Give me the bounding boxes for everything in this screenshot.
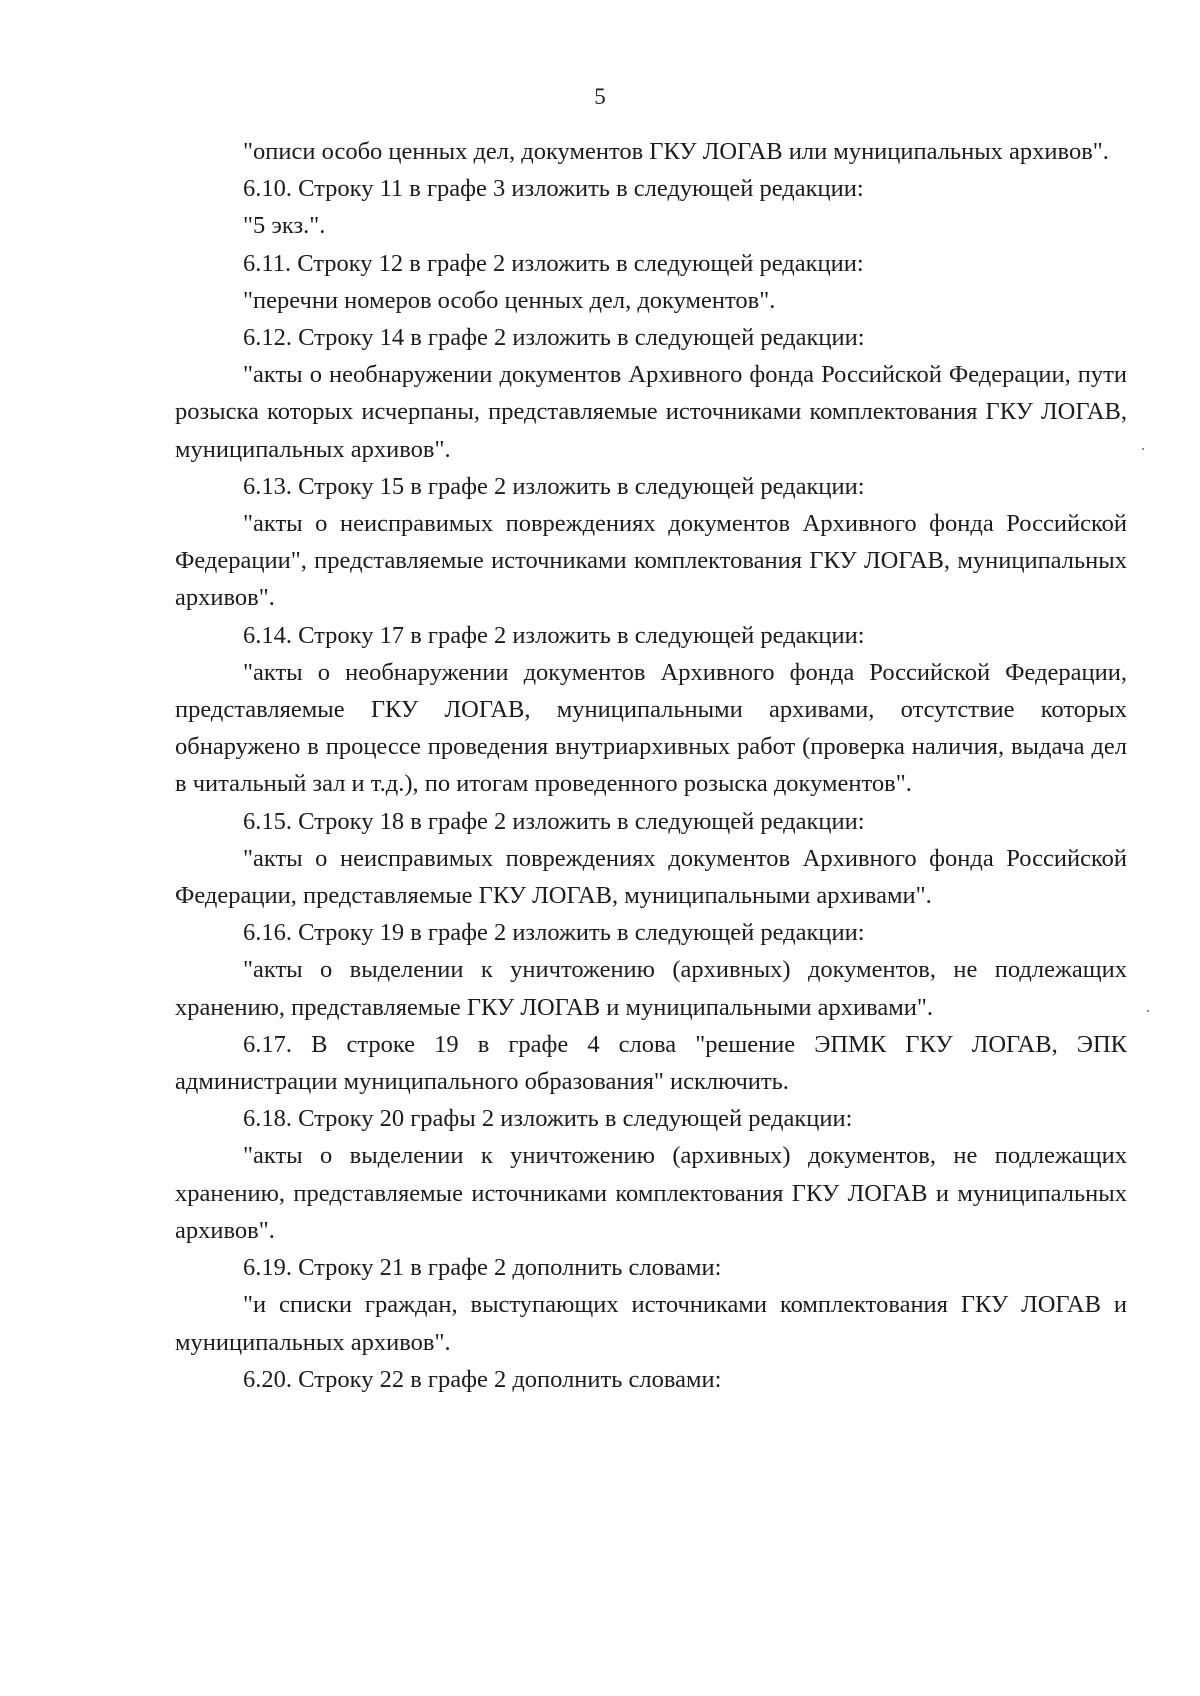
page-number: 5 bbox=[594, 84, 606, 109]
amendment-item: 6.20. Строку 22 в графе 2 дополнить словами: bbox=[243, 1365, 722, 1393]
amendment-item: 6.14. Строку 17 в графе 2 изложить в следующей редакции: bbox=[243, 621, 865, 649]
scan-speck bbox=[1147, 1010, 1149, 1012]
amendment-item: 6.12. Строку 14 в графе 2 изложить в следующей редакции: bbox=[243, 324, 865, 352]
amendment-item: 6.16. Строку 19 в графе 2 изложить в следующей редакции: bbox=[243, 919, 865, 947]
quote-paragraph: "акты о необнаружении документов Архивного фонда Российской Федерации, пути розыска которых исчерпаны, представляемые источниками комплектования ГКУ ЛОГАВ, муниципальных архивов". bbox=[175, 361, 1127, 463]
scan-speck bbox=[1142, 448, 1144, 450]
amendment-item: 6.18. Строку 20 графы 2 изложить в следующей редакции: bbox=[243, 1105, 853, 1133]
quote-paragraph: "акты о необнаружении документов Архивного фонда Российской Федерации, представляемые ГКУ ЛОГАВ, муниципальными архивами, отсутствие которых обнаружено в процессе проведения внутриархивных работ (проверка наличия, выдача дел в читальный зал и т.д.), по итогам проведенного розыска документов". bbox=[175, 658, 1127, 798]
quote-paragraph: "акты о выделении к уничтожению (архивных) документов, не подлежащих хранению, представляемые источниками комплектования ГКУ ЛОГАВ и муниципальных архивов". bbox=[175, 1142, 1127, 1244]
document-body bbox=[175, 133, 1127, 1398]
quote-paragraph: "перечни номеров особо ценных дел, документов". bbox=[243, 286, 776, 314]
quote-paragraph: "описи особо ценных дел, документов ГКУ ЛОГАВ или муниципальных архивов". bbox=[243, 138, 1109, 165]
quote-paragraph: "акты о неисправимых повреждениях документов Архивного фонда Российской Федерации, представляемые ГКУ ЛОГАВ, муниципальными архивами". bbox=[175, 844, 1127, 910]
quote-paragraph: "акты о выделении к уничтожению (архивных) документов, не подлежащих хранению, представляемые ГКУ ЛОГАВ и муниципальными архивами". bbox=[175, 956, 1127, 1021]
quote-paragraph: "акты о неисправимых повреждениях документов Архивного фонда Российской Федерации", представляемые источниками комплектования ГКУ ЛОГАВ, муниципальных архивов". bbox=[175, 510, 1127, 612]
amendment-item: 6.15. Строку 18 в графе 2 изложить в следующей редакции: bbox=[243, 807, 865, 835]
amendment-item: 6.10. Строку 11 в графе 3 изложить в следующей редакции: bbox=[243, 175, 864, 203]
quote-paragraph: "и списки граждан, выступающих источниками комплектования ГКУ ЛОГАВ и муниципальных архивов". bbox=[175, 1291, 1127, 1356]
amendment-item: 6.13. Строку 15 в графе 2 изложить в следующей редакции: bbox=[243, 472, 865, 500]
quote-paragraph: "5 экз.". bbox=[243, 212, 326, 240]
amendment-item: 6.11. Строку 12 в графе 2 изложить в следующей редакции: bbox=[243, 249, 864, 277]
amendment-item: 6.19. Строку 21 в графе 2 дополнить словами: bbox=[243, 1254, 722, 1282]
amendment-item: 6.17. В строке 19 в графе 4 слова "решение ЭПМК ГКУ ЛОГАВ, ЭПК администрации муниципального образования" исключить. bbox=[175, 1030, 1127, 1096]
